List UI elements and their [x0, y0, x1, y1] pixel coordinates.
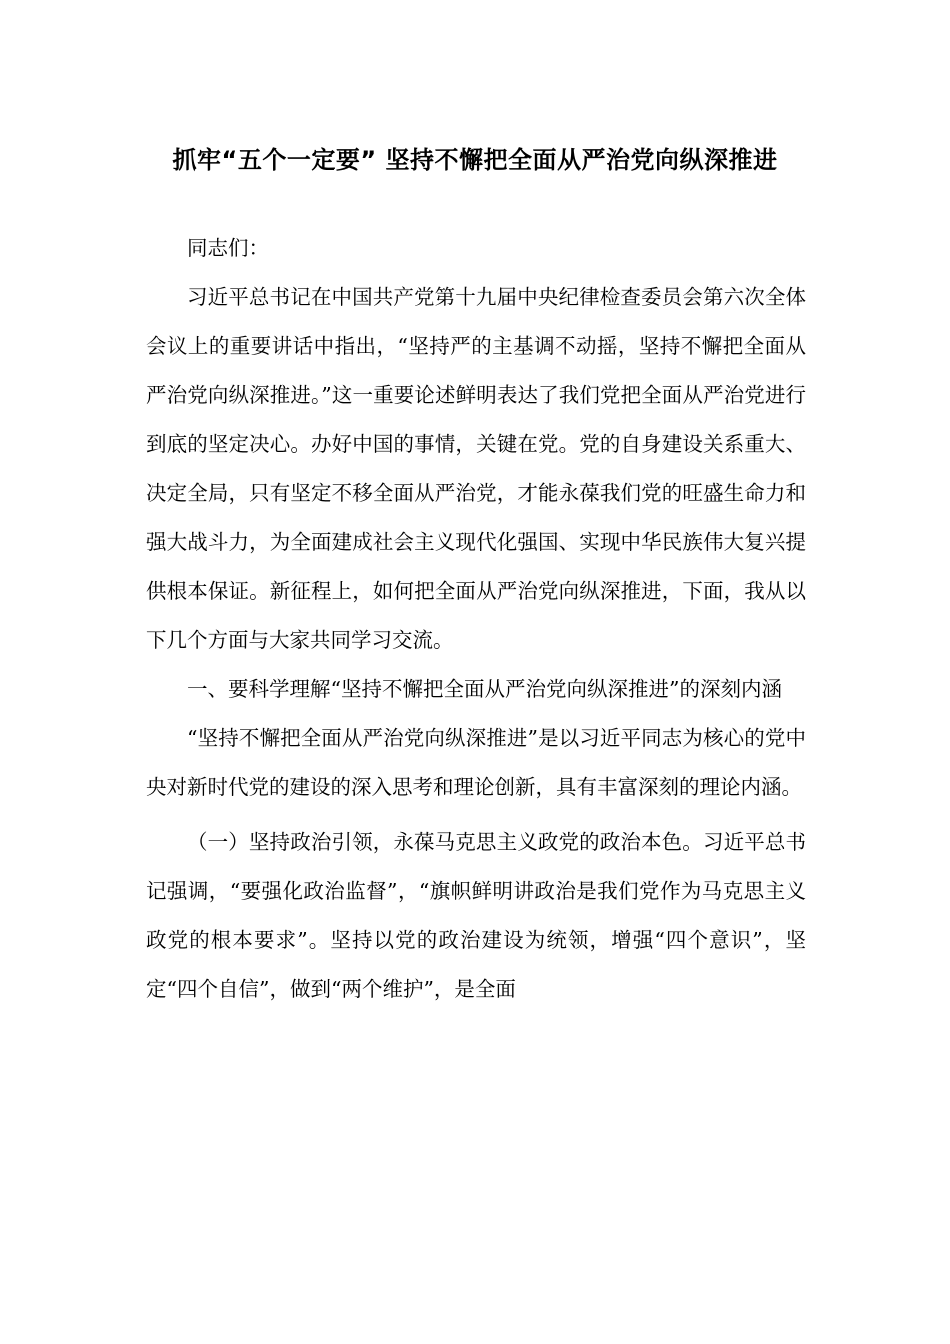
document-body: [146, 224, 806, 1014]
section-heading-1: 一、要科学理解“坚持不懈把全面从严治党向纵深推进”的深刻内涵: [187, 677, 782, 701]
paragraph-meaning: “坚持不懈把全面从严治党向纵深推进”是以习近平同志为核心的党中央对新时代党的建设的深入思考和理论创新，具有丰富深刻的理论内涵。: [146, 726, 806, 799]
salutation: 同志们：: [187, 236, 269, 260]
paragraph-intro: 习近平总书记在中国共产党第十九届中央纪律检查委员会第六次全体会议上的重要讲话中指出，“坚持严的主基调不动摇，坚持不懈把全面从严治党向纵深推进。”这一重要论述鲜明表达了我们党把全面从严治党进行到底的坚定决心。办好中国的事情，关键在党。党的自身建设关系重大、决定全局，只有坚定不移全面从严治党，才能永葆我们党的旺盛生命力和强大战斗力，为全面建成社会主义现代化强国、实现中华民族伟大复兴提供根本保证。新征程上，如何把全面从严治党向纵深推进，下面，我从以下几个方面与大家共同学习交流。: [146, 285, 806, 652]
document-title: 抓牢“五个一定要” 坚持不懈把全面从严治党向纵深推进: [172, 146, 778, 174]
paragraph-political-leadership: （一）坚持政治引领，永葆马克思主义政党的政治本色。习近平总书记强调，“要强化政治监督”，“旗帜鲜明讲政治是我们党作为马克思主义政党的根本要求”。坚持以党的政治建设为统领，增强“四个意识”，坚定“四个自信”，做到“两个维护”，是全面: [146, 830, 806, 1001]
